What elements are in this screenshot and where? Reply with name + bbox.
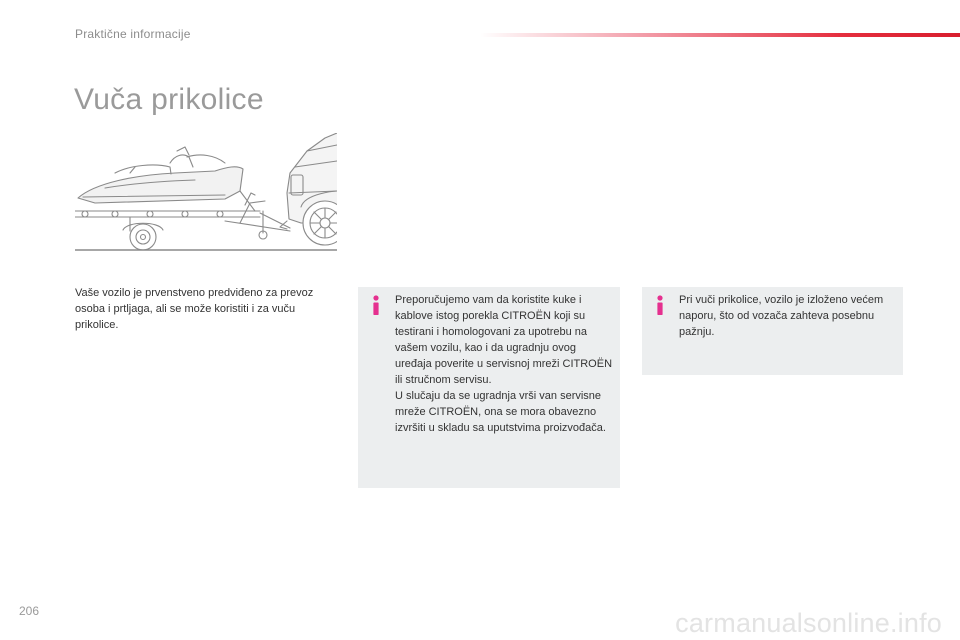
section-label: Praktične informacije <box>75 27 191 41</box>
info-box-caution <box>642 287 903 375</box>
header-accent-line <box>480 33 960 37</box>
info-icon <box>370 294 382 316</box>
info-paragraph: Preporučujemo vam da koristite kuke i kablove istog porekla CITROËN koji su testirani i homologovani za upotrebu na vašem vozilu, kao i da ugradnju ovog uređaja poverite u servisnoj mreži CITROËN ili stručnom servisu. <box>395 294 613 386</box>
info-paragraph: Pri vuči prikolice, vozilo je izloženo većem naporu, što od vozača zahteva posebnu pažnju. <box>679 294 884 338</box>
info-icon <box>654 294 666 316</box>
info-paragraph: U slučaju da se ugradnja vrši van servisne mreže CITROËN, ona se mora obavezno izvršiti u skladu sa uputstvima proizvođača. <box>395 390 606 434</box>
page-title: Vuča prikolice <box>74 83 264 117</box>
info-text <box>395 292 613 436</box>
car-towing-jetski-trailer-illustration <box>75 133 337 253</box>
intro-text: Vaše vozilo je prvenstveno predviđeno za prevoz osoba i prtljaga, ali se može koristiti i za vuču prikolice. <box>75 287 314 331</box>
page-number: 206 <box>19 604 40 618</box>
watermark-text: carmanualsonline.info <box>675 608 942 638</box>
info-box-recommendation <box>358 287 620 488</box>
info-text <box>679 292 897 340</box>
